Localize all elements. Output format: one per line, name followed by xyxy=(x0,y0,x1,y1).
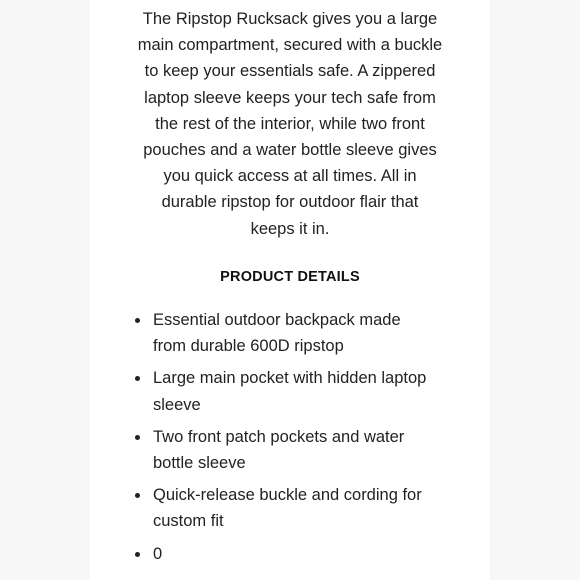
list-item-text: bottle sleeve xyxy=(153,454,246,473)
list-item-text: Essential outdoor backpack made xyxy=(153,311,401,329)
description-line: durable ripstop for outdoor flair that xyxy=(161,193,419,212)
bullet-icon xyxy=(135,493,140,498)
description-line: The Ripstop Rucksack gives you a large xyxy=(142,10,438,28)
list-item-text: sleeve xyxy=(153,395,201,414)
list-item-text: from durable 600D ripstop xyxy=(153,337,344,356)
bullet-icon xyxy=(135,435,140,440)
list-item xyxy=(90,482,490,534)
description-line: the rest of the interior, while two front xyxy=(155,114,425,133)
list-item xyxy=(90,365,490,417)
list-item-text: custom fit xyxy=(153,512,224,531)
product-description-panel xyxy=(90,0,490,580)
list-item-text: Large main pocket with hidden laptop xyxy=(153,369,427,388)
list-item xyxy=(90,424,490,476)
list-item xyxy=(90,307,490,359)
bullet-icon xyxy=(135,376,140,381)
list-item-text: 0 xyxy=(153,544,163,563)
description-line: you quick access at all times. All in xyxy=(163,167,417,186)
description-line: to keep your essentials safe. A zippered xyxy=(144,62,436,81)
description-line: keeps it in. xyxy=(250,219,330,238)
bullet-icon xyxy=(135,552,140,557)
list-item-text: Two front patch pockets and water xyxy=(153,427,405,446)
product-details-heading: PRODUCT DETAILS xyxy=(220,269,360,285)
product-description xyxy=(90,6,490,242)
list-item xyxy=(90,541,490,567)
description-line: pouches and a water bottle sleeve gives xyxy=(143,141,437,160)
bullet-icon xyxy=(135,318,140,323)
product-details-list xyxy=(90,307,490,573)
description-line: main compartment, secured with a buckle xyxy=(137,36,443,55)
list-item-text: Quick-release buckle and cording for xyxy=(153,486,422,505)
description-line: laptop sleeve keeps your tech safe from xyxy=(144,88,436,107)
